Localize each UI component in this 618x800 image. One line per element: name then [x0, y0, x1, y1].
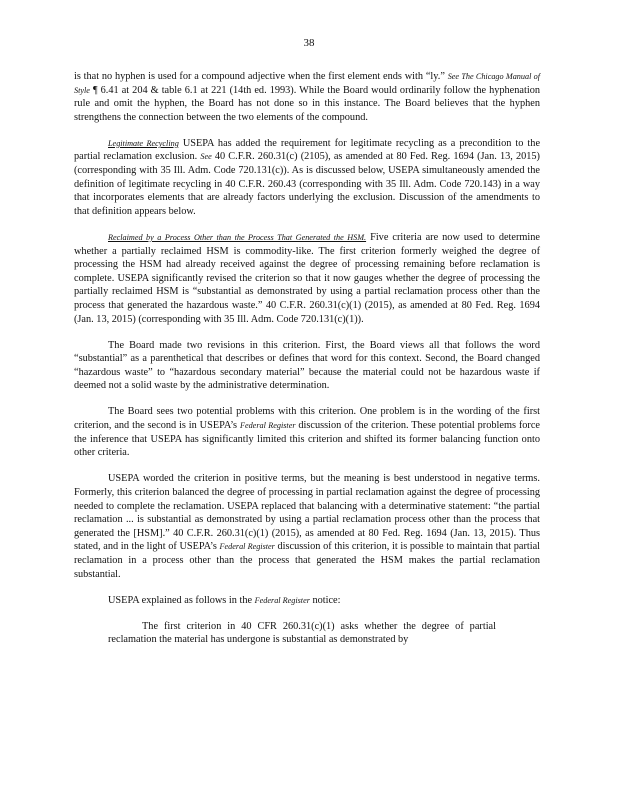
body-paragraph	[74, 70, 540, 124]
paragraph-text: The first criterion in 40 CFR 260.31(c)(1) asks whether the degree of partial reclamation the material has undergone is substantial as demonstrated by	[108, 620, 496, 646]
body-paragraph	[74, 405, 540, 459]
document-body	[74, 70, 540, 659]
citation-italic: Federal Register	[239, 421, 296, 431]
citation-italic: See	[200, 152, 212, 162]
section-lead-heading: Reclaimed by a Process Other than the Process That Generated the HSM.	[108, 232, 367, 242]
paragraph-text: USEPA worded the criterion in positive terms, but the meaning is best understood in negative terms. Formerly, this criterion balanced the degree of processing in partial reclamation against the degree of processing needed to complete the reclamation. USEPA replaced that balancing with a determinative statement: “the partial reclamation ... is substantial as demonstrated by using a partial reclamation process other than the process that generated the [HSM].” 40 C.F.R. 260.31(c)(1) (2015), as amended at 80 Fed. Reg. 1694 (Jan. 13, 2015). Thus stated, and in the light of USEPA’s	[74, 473, 540, 553]
citation-italic: See The Chicago Manual of Style	[74, 72, 540, 95]
paragraph-text: discussion of this criterion, it is possible to maintain that partial reclamation in a process other than the process that generated the HSM makes the partial reclamation substantial.	[74, 541, 541, 580]
paragraph-text: Five criteria are now used to determine whether a partially reclaimed HSM is commodity-like. The first criterion formerly weighed the degree of processing the HSM had already received against the degree of processing remaining before reclamation is complete. USEPA significantly revised the criterion so that it now gauges whether the degree of processing the partially reclaimed HSM is “substantial as demonstrated by using a partial reclamation process other than the process that generated the hazardous waste.” 40 C.F.R. 260.31(c)(1) (2015), as amended at 80 Fed. Reg. 1694 (Jan. 13, 2015) (corresponding with 35 Ill. Adm. Code 720.131(c)(1)).	[74, 231, 540, 325]
paragraph-text: notice:	[309, 594, 341, 606]
body-paragraph	[74, 339, 540, 393]
paragraph-text: 40 C.F.R. 260.31(c) (2105), as amended at 80 Fed. Reg. 1694 (Jan. 13, 2015) (corresponding with 35 Ill. Adm. Code 720.131(c)). As is discussed below, USEPA simultaneously amended the definition of legitimate recycling in 40 C.F.R. 260.43 (corresponding with 35 Ill. Adm. Code 720.143) in a way that incorporates elements that are already factors underlying the exclusion. Discussion of the amendments to that definition appears below.	[74, 151, 540, 217]
paragraph-text: USEPA explained as follows in the	[108, 594, 255, 606]
block-quote	[108, 620, 496, 647]
citation-italic: Federal Register	[254, 595, 310, 605]
body-paragraph	[74, 137, 540, 219]
page-number: 38	[303, 37, 315, 49]
citation-italic: Federal Register	[219, 542, 275, 552]
paragraph-text: The Board sees two potential problems with this criterion. One problem is in the wording of the first criterion, and the second is in USEPA’s	[74, 406, 540, 432]
paragraph-text: The Board made two revisions in this criterion. First, the Board views all that follows the word “substantial” as a parenthetical that describes or defines that word for this context. Second, the Board changed “hazardous waste” to “hazardous secondary material” because the material could not be hazardous waste if deemed not a solid waste by the administrative determination.	[74, 339, 540, 392]
body-paragraph	[74, 231, 540, 326]
paragraph-text: USEPA has added the requirement for legitimate recycling as a precondition to the partial reclamation exclusion.	[74, 137, 541, 163]
body-paragraph	[74, 594, 540, 608]
section-lead-heading: Legitimate Recycling	[108, 138, 179, 148]
body-paragraph	[74, 472, 540, 581]
paragraph-text: ¶ 6.41 at 204 & table 6.1 at 221 (14th ed. 1993). While the Board would ordinarily follow the hyphenation rule and omit the hyphen, the Board has not done so in this instance. The Board believes that the hyphen strengthens the connection between the two elements of the compound.	[74, 84, 540, 123]
paragraph-text: discussion of the criterion. These potential problems force the inference that USEPA has significantly limited this criterion and shifted its former balancing function onto other criteria.	[74, 420, 540, 459]
paragraph-text: is that no hyphen is used for a compound adjective when the first element ends with “ly.”	[74, 71, 448, 82]
